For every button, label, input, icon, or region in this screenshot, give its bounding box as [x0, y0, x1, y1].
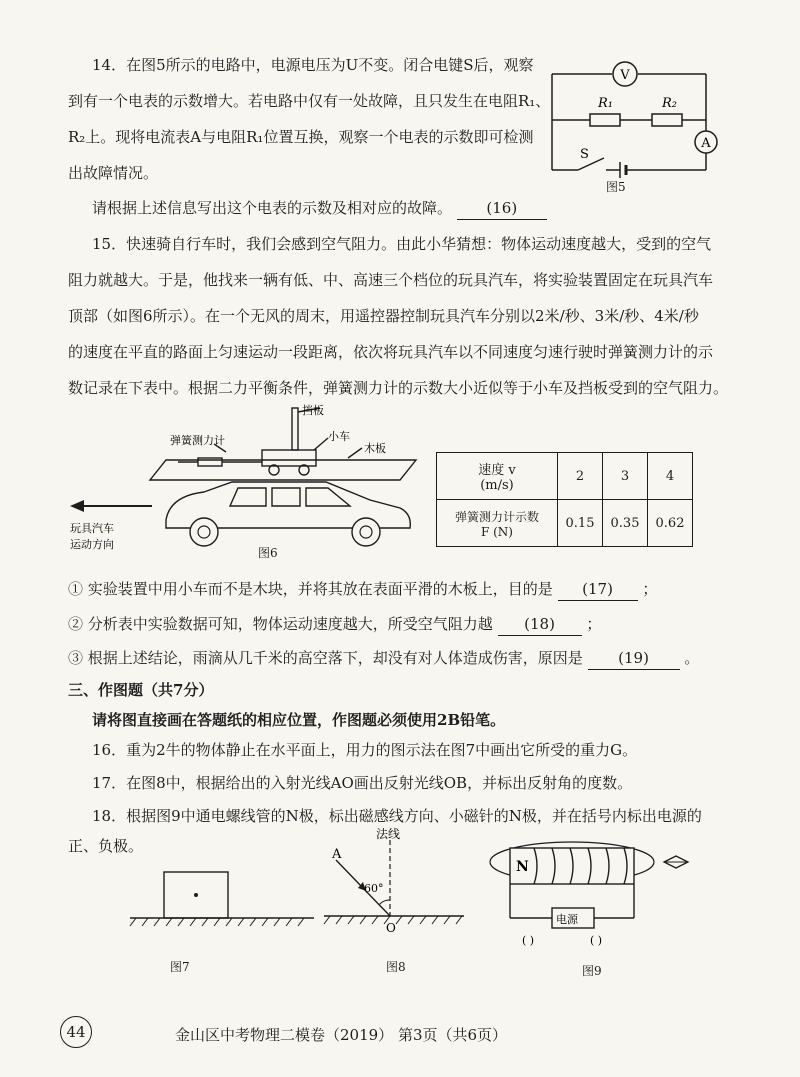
q15-line-1: 15．快速骑自行车时，我们会感到空气阻力。由此小华猜想：物体运动速度越大，受到的空气	[92, 235, 712, 253]
table-cell: 2	[558, 453, 603, 500]
ammeter-label: A	[701, 136, 711, 151]
spring-scale-icon	[198, 458, 222, 466]
q15-line-3: 顶部（如图6所示）。在一个无风的周末，用遥控器控制玩具汽车分别以2米/秒、3米/秒、4米/秒	[68, 307, 699, 325]
r2-label: R₂	[662, 96, 677, 111]
n-pole-label: N	[516, 859, 529, 875]
q15-sub-1: ① 实验装置中用小车而不是木块，并将其放在表面平滑的木板上，目的是 (17) ；	[68, 578, 657, 601]
figure-9-caption: 图9	[582, 964, 602, 978]
figure-9	[486, 832, 696, 950]
q14-prompt: 请根据上述信息写出这个电表的示数及相对应的故障。	[92, 199, 453, 217]
board-label: 木板	[364, 442, 386, 455]
figure-8-caption: 图8	[386, 960, 406, 974]
cart-label: 小车	[328, 430, 350, 443]
table-cell: 3	[603, 453, 648, 500]
q14-line-1: 14．在图5所示的电路中，电源电压为U不变。闭合电键S后，观察	[92, 56, 534, 74]
figure-7-caption: 图7	[170, 960, 190, 974]
table-cell: 0.35	[603, 500, 648, 547]
spring-scale-label: 弹簧测力计	[170, 434, 225, 447]
q14-line-2: 到有一个电表的示数增大。若电路中仅有一处故障，且只发生在电阻R₁、	[68, 92, 551, 110]
q18-line-1: 18．根据图9中通电螺线管的N极，标出磁感线方向、小磁针的N极，并在括号内标出电源的	[92, 807, 702, 825]
q15-line-4: 的速度在平直的路面上匀速运动一段距离，依次将玩具汽车以不同速度匀速行驶时弹簧测力计的示	[68, 343, 714, 361]
table-header-speed: 速度 v (m/s)	[437, 453, 558, 500]
table-row	[437, 500, 693, 547]
q14-line-5	[92, 197, 547, 220]
section-3-title: 三、作图题（共7分）	[68, 681, 214, 699]
figure-7	[128, 862, 318, 932]
q15-line-5: 数记录在下表中。根据二力平衡条件，弹簧测力计的示数大小近似等于小车及挡板受到的空气阻力。	[68, 379, 729, 397]
direction-arrow-icon	[70, 500, 84, 512]
baffle-label: 挡板	[302, 404, 324, 417]
wooden-board	[150, 460, 416, 480]
table-row	[437, 453, 693, 500]
point-o-label: O	[386, 921, 396, 935]
power-label: 电源	[556, 913, 578, 926]
q14-line-4: 出故障情况。	[68, 164, 159, 182]
figure-5-circuit	[548, 52, 748, 192]
figure-5-caption: 图5	[606, 180, 626, 194]
figure-6-apparatus	[66, 400, 426, 560]
blank-16: (16)	[457, 197, 547, 220]
q14-line-3: R₂上。现将电流表A与电阻R₁位置互换，观察一个电表的示数即可检测	[68, 128, 534, 146]
q16-text: 16．重为2牛的物体静止在水平面上，用力的图示法在图7中画出它所受的重力G。	[92, 741, 638, 759]
q17-text: 17．在图8中，根据给出的入射光线AO画出反射光线OB，并标出反射角的度数。	[92, 774, 633, 792]
direction-label-1: 玩具汽车	[70, 522, 114, 535]
page-footer: 金山区中考物理二模卷（2019） 第3页（共6页）	[175, 1026, 508, 1044]
voltmeter-label: V	[620, 68, 630, 83]
paren-right: ( )	[590, 934, 603, 947]
table-cell: 4	[648, 453, 693, 500]
table-cell: 0.62	[648, 500, 693, 547]
table-cell: 0.15	[558, 500, 603, 547]
page-badge: 44	[60, 1016, 92, 1048]
blank-18: (18)	[498, 613, 582, 636]
switch-label: S	[580, 147, 589, 162]
blank-19: (19)	[588, 647, 680, 670]
q15-sub-3: ③ 根据上述结论，雨滴从几千米的高空落下，却没有对人体造成伤害，原因是 (19) 。	[68, 647, 699, 670]
q18-line-2: 正、负极。	[68, 837, 144, 855]
ray-a-label: A	[332, 847, 342, 862]
cart-icon	[262, 450, 316, 466]
q15-line-2: 阻力就越大。于是，他找来一辆有低、中、高速三个档位的玩具汽车，将实验装置固定在玩具汽车	[68, 271, 714, 289]
r1-label: R₁	[598, 96, 613, 111]
paren-left: ( )	[522, 934, 535, 947]
figure-8	[318, 826, 468, 936]
normal-label: 法线	[376, 827, 401, 841]
angle-label: 60°	[364, 882, 384, 895]
blank-17: (17)	[558, 578, 638, 601]
section-3-note: 请将图直接画在答题纸的相应位置，作图题必须使用2B铅笔。	[92, 711, 506, 729]
figure-6-caption: 图6	[258, 546, 278, 560]
speed-force-table	[436, 452, 693, 547]
table-header-force: 弹簧测力计示数 F (N)	[437, 500, 558, 547]
direction-label-2: 运动方向	[70, 538, 114, 551]
baffle-plate	[292, 408, 298, 450]
q15-sub-2: ② 分析表中实验数据可知，物体运动速度越大，所受空气阻力越 (18) ；	[68, 613, 601, 636]
